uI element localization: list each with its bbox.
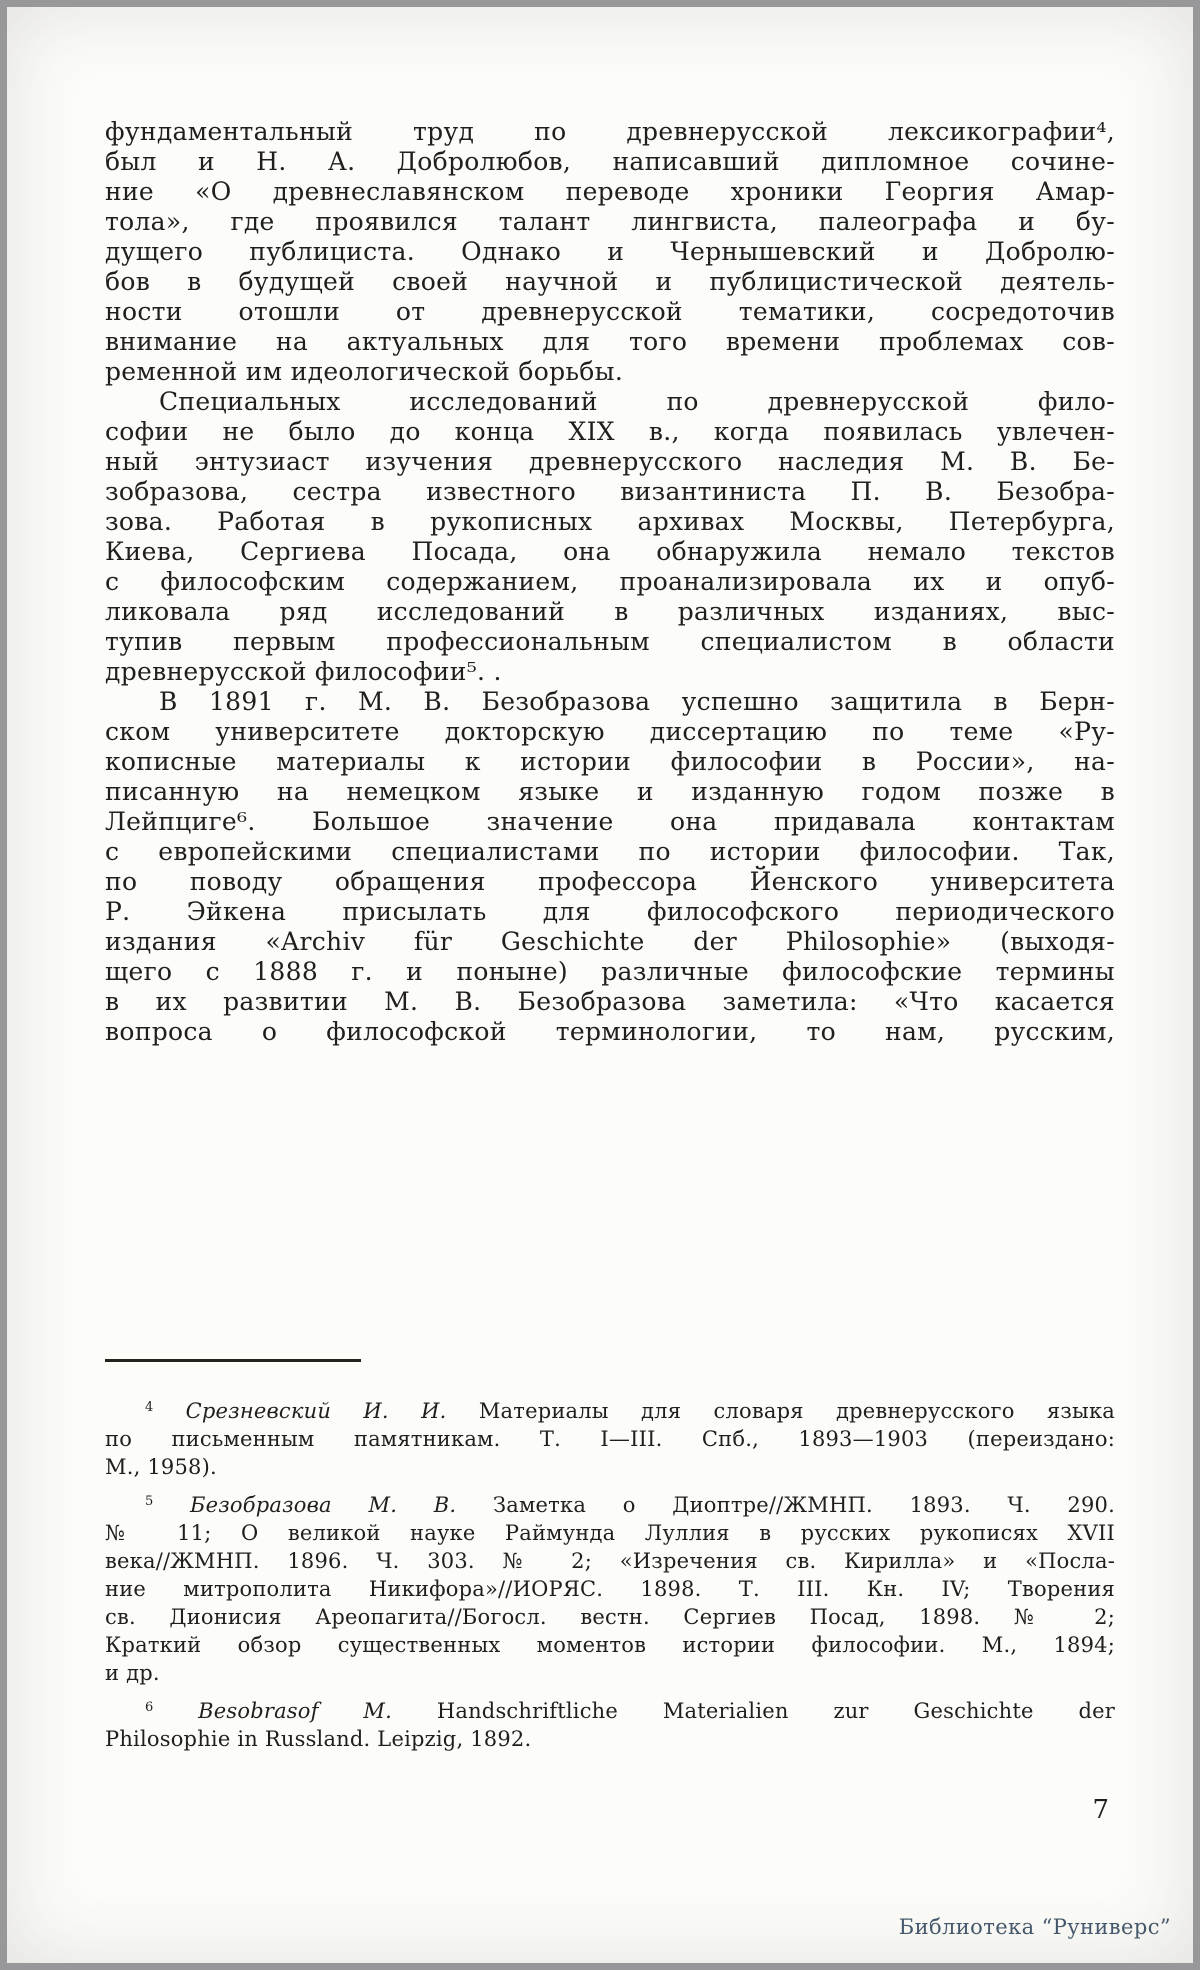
footnote-first-line: $^4$ Срезневский И. И. Материалы для словаря древнерусского языка [145, 1399, 1115, 1423]
text-line: древнерусской философии⁵. . [105, 657, 502, 686]
text-line: тупив первым профессиональным специалистом в области [105, 627, 1115, 656]
footnote-line: по письменным памятникам. Т. I—III. Спб., 1893—1903 (переиздано: [105, 1427, 1115, 1451]
page-content [7, 7, 1193, 1963]
text-line: бов в будущей своей научной и публицистической деятель- [105, 267, 1115, 296]
text-line: Лейпциге⁶. Большое значение она придавала контактам [105, 807, 1115, 836]
text-line: Специальных исследований по древнерусской фило- [159, 387, 1115, 416]
text-line: с европейскими специалистами по истории философии. Так, [105, 837, 1115, 866]
paragraph-1 [105, 117, 1115, 387]
footnote-first-line: $^5$ Безобразова М. В. Заметка о Диоптре//ЖМНП. 1893. Ч. 290. [145, 1493, 1115, 1517]
text-line: Киева, Сергиева Посада, она обнаружила немало текстов [105, 537, 1115, 566]
text-line: кописные материалы к истории философии в России», на- [105, 747, 1115, 776]
text-line: по поводу обращения профессора Йенского университета [105, 867, 1115, 896]
text-line: фундаментальный труд по древнерусской лексикографии⁴, [105, 117, 1115, 146]
text-line: ском университете докторскую диссертацию по теме «Ру- [105, 717, 1115, 746]
library-watermark: Библиотека “Руниверс” [898, 1915, 1171, 1939]
footnote-5 [105, 1488, 1115, 1687]
text-line: дущего публициста. Однако и Чернышевский и Добролю- [105, 237, 1115, 266]
footnote-4 [105, 1394, 1115, 1481]
text-line: вопроса о философской терминологии, то нам, русским, [105, 1017, 1115, 1046]
footnote-line: № 11; О великой науке Раймунда Луллия в русских рукописях XVII [105, 1521, 1115, 1545]
text-line: был и Н. А. Добролюбов, написавший дипломное сочине- [105, 147, 1115, 176]
footnote-author: Срезневский И. И. [185, 1399, 447, 1423]
paragraph-3 [105, 687, 1115, 1047]
footnote-separator [105, 1359, 361, 1362]
footnote-6 [105, 1694, 1115, 1753]
footnote-line: Краткий обзор существенных моментов истории философии. М., 1894; [105, 1633, 1115, 1657]
footnote-first-line: $^6$ Besobrasof М. Handschriftliche Materialien zur Geschichte der [145, 1699, 1115, 1723]
text-line: внимание на актуальных для того времени проблемах сов- [105, 327, 1115, 356]
footnotes [105, 1394, 1115, 1753]
text-line: издания «Archiv für Geschichte der Philosophie» (выходя- [105, 927, 1115, 956]
footnote-author: Besobrasof М. [198, 1699, 393, 1723]
text-line: ный энтузиаст изучения древнерусского наследия М. В. Бе- [105, 447, 1115, 476]
text-line: ности отошли от древнерусской тематики, сосредоточив [105, 297, 1115, 326]
footnote-author: Безобразова М. В. [190, 1493, 457, 1517]
footnote-marker: 5 [145, 1494, 154, 1509]
footnote-line: св. Дионисия Ареопагита//Богосл. вестн. Сергиев Посад, 1898. № 2; [105, 1605, 1115, 1629]
text-line: писанную на немецком языке и изданную годом позже в [105, 777, 1115, 806]
text-line: В 1891 г. М. В. Безобразова успешно защитила в Берн- [159, 687, 1115, 716]
text-line: тола», где проявился талант лингвиста, палеографа и бу- [105, 207, 1115, 236]
footnote-marker: 6 [145, 1700, 154, 1715]
text-line: Р. Эйкена присылать для философского периодического [105, 897, 1115, 926]
footnote-line: века//ЖМНП. 1896. Ч. 303. № 2; «Изречения св. Кирилла» и «Посла- [105, 1549, 1115, 1573]
footnote-line: и др. [105, 1661, 160, 1685]
footnote-marker: 4 [145, 1400, 154, 1415]
text-line: ние «О древнеславянском переводе хроники Георгия Амар- [105, 177, 1115, 206]
text-line: ликовала ряд исследований в различных изданиях, выс- [105, 597, 1115, 626]
footnote-line: Philosophie in Russland. Leipzig, 1892. [105, 1727, 532, 1751]
footnote-line: ние митрополита Никифора»//ИОРЯС. 1898. Т. III. Кн. IV; Творения [105, 1577, 1115, 1601]
page-number: 7 [1092, 1795, 1109, 1825]
text-line: щего с 1888 г. и поныне) различные философские термины [105, 957, 1115, 986]
body-text [105, 117, 1115, 1047]
text-line: в их развитии М. В. Безобразова заметила: «Что касается [105, 987, 1115, 1016]
paragraph-2 [105, 387, 1115, 687]
text-line: зобразова, сестра известного византиниста П. В. Безобра- [105, 477, 1115, 506]
text-line: софии не было до конца XIX в., когда появилась увлечен- [105, 417, 1115, 446]
text-line: зова. Работая в рукописных архивах Москвы, Петербурга, [105, 507, 1115, 536]
text-line: с философским содержанием, проанализировала их и опуб- [105, 567, 1115, 596]
text-line: ременной им идеологической борьбы. [105, 357, 624, 386]
footnote-line: М., 1958). [105, 1455, 217, 1479]
